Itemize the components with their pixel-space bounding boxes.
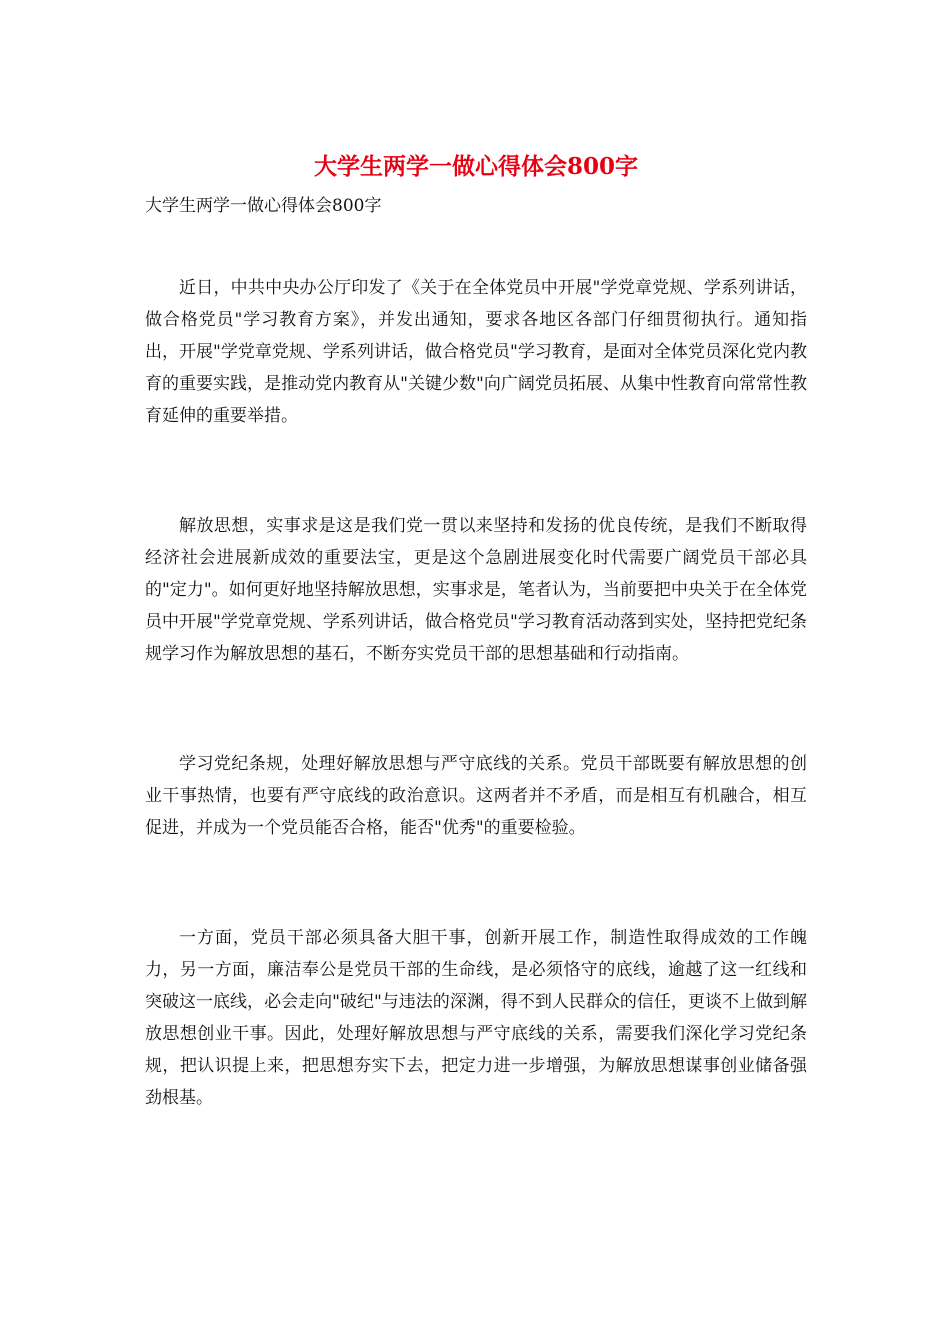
- paragraph-2: 解放思想，实事求是这是我们党一贯以来坚持和发扬的优良传统，是我们不断取得经济社会进展新成效的重要法宝，更是这个急剧进展变化时代需要广阔党员干部必具的"定力"。如何更好地坚持解放思想，实事求是，笔者认为，当前要把中央关于在全体党员中开展"学党章党规、学系列讲话，做合格党员"学习教育活动落到实处，坚持把党纪条规学习作为解放思想的基石，不断夯实党员干部的思想基础和行动指南。: [145, 516, 807, 664]
- paragraph-3: 学习党纪条规，处理好解放思想与严守底线的关系。党员干部既要有解放思想的创业干事热情，也要有严守底线的政治意识。这两者并不矛盾，而是相互有机融合，相互促进，并成为一个党员能否合格，能否"优秀"的重要检验。: [145, 754, 807, 838]
- document-subtitle: 大学生两学一做心得体会800字: [145, 196, 382, 216]
- document-title: 大学生两学一做心得体会800字: [313, 153, 638, 180]
- paragraph-4: 一方面，党员干部必须具备大胆干事，创新开展工作，制造性取得成效的工作魄力，另一方面，廉洁奉公是党员干部的生命线，是必须恪守的底线，逾越了这一红线和突破这一底线，必会走向"破纪"与违法的深渊，得不到人民群众的信任，更谈不上做到解放思想创业干事。因此，处理好解放思想与严守底线的关系，需要我们深化学习党纪条规，把认识提上来，把思想夯实下去，把定力进一步增强，为解放思想谋事创业储备强劲根基。: [145, 928, 807, 1108]
- document-body: [145, 150, 807, 1114]
- paragraph-1: 近日，中共中央办公厅印发了《关于在全体党员中开展"学党章党规、学系列讲话，做合格党员"学习教育方案》，并发出通知，要求各地区各部门仔细贯彻执行。通知指出，开展"学党章党规、学系列讲话，做合格党员"学习教育，是面对全体党员深化党内教育的重要实践，是推动党内教育从"关键少数"向广阔党员拓展、从集中性教育向常常性教育延伸的重要举措。: [145, 278, 807, 426]
